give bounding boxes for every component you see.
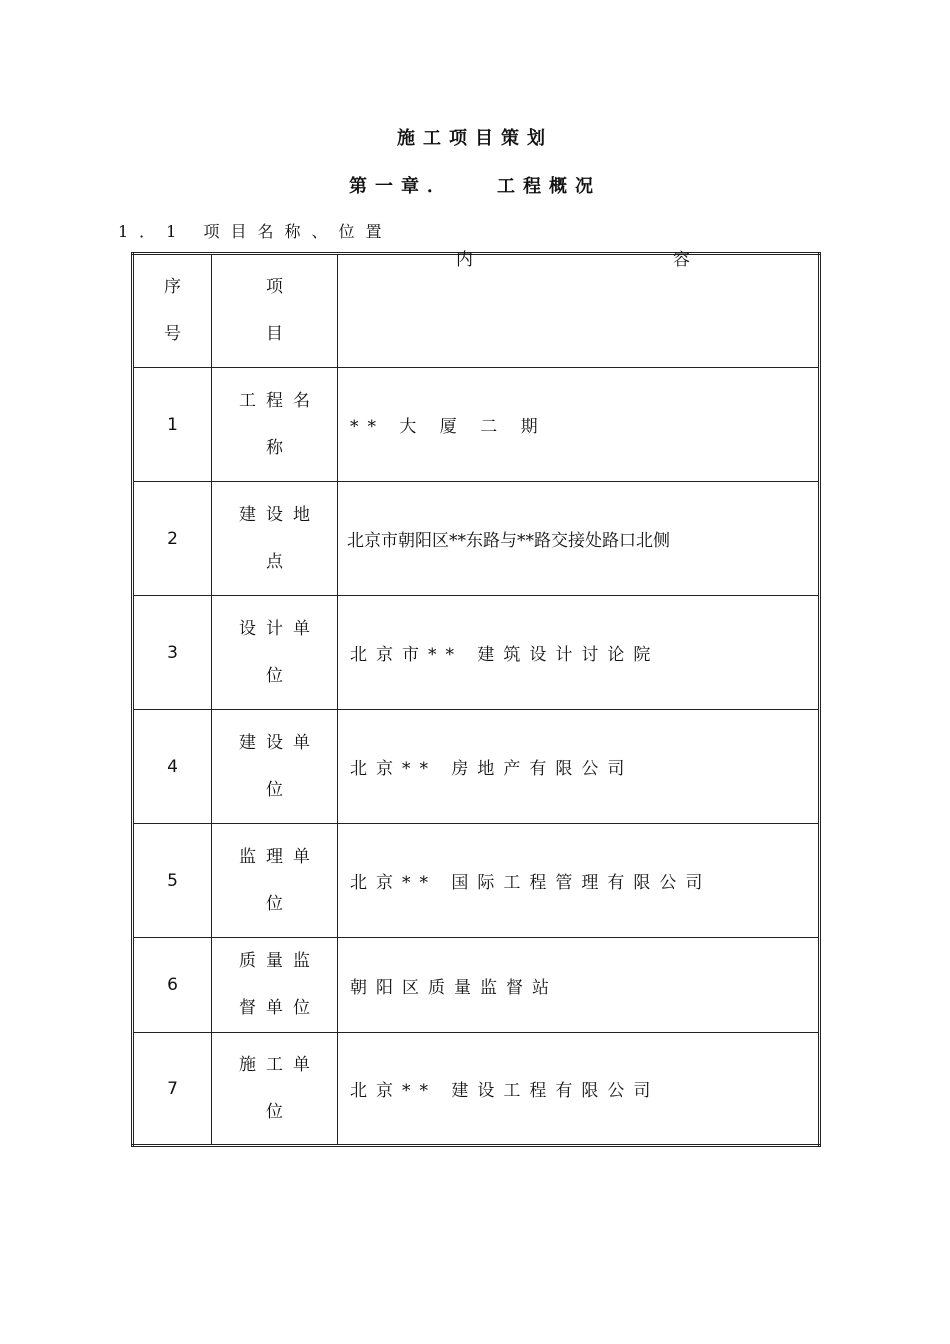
row-number: 2 [133,482,212,596]
row-content: 北京** 国际工程管理有限公司 [338,824,820,938]
row-content: 朝阳区质量监督站 [338,938,820,1033]
row-item-line2: 位 [266,893,293,914]
header-no-line2: 号 [164,324,181,344]
row-item [212,1033,338,1146]
row-item [212,938,338,1033]
row-item-line1: 施工单 [239,1054,320,1075]
row-item-line2: 点 [266,551,293,572]
header-content-right: 容 [673,250,690,270]
table-row [133,596,820,710]
row-content: 北京市朝阳区**东路与**路交接处路口北侧 [338,482,820,596]
row-item-line1: 建设地 [239,504,320,525]
row-content: ** 大 厦 二 期 [338,368,820,482]
row-content: 北京** 房地产有限公司 [338,710,820,824]
table-row [133,482,820,596]
row-number: 7 [133,1033,212,1146]
table-row [133,1033,820,1146]
header-item-line1: 项 [266,277,293,297]
chapter-number: 第一章． [349,176,453,197]
row-item-line2: 位 [266,779,293,800]
header-no-line1: 序 [164,277,181,297]
row-item [212,482,338,596]
header-content-left: 内 [456,250,473,270]
row-item-line1: 设计单 [239,618,320,639]
table-row [133,710,820,824]
row-number: 3 [133,596,212,710]
row-item-line1: 监理单 [239,846,320,867]
header-item-cell [212,254,338,368]
row-item-line2: 督单位 [239,998,320,1018]
section-heading: 1．1 项目名称、位置 [118,222,393,241]
row-number: 5 [133,824,212,938]
row-item-line2: 位 [266,665,293,686]
row-item [212,710,338,824]
header-content-cell [338,250,820,368]
row-item [212,596,338,710]
row-item-line1: 建设单 [239,732,320,753]
document-title: 施工项目策划 [397,128,553,149]
chapter-name: 工程概况 [497,176,601,197]
row-number: 4 [133,710,212,824]
project-info-table [131,252,821,1147]
row-number: 1 [133,368,212,482]
row-item [212,824,338,938]
row-item-line2: 称 [266,437,293,458]
table-row [133,824,820,938]
table-row [133,368,820,482]
header-no-cell [133,254,212,368]
row-item-line1: 工程名 [239,390,320,411]
table-header-row [133,254,820,368]
row-content: 北京市** 建筑设计讨论院 [338,596,820,710]
header-item-line2: 目 [266,324,293,344]
row-item-line2: 位 [266,1101,293,1122]
row-content: 北京** 建设工程有限公司 [338,1033,820,1146]
chapter-title [0,172,950,198]
row-item [212,368,338,482]
table-row [133,938,820,1033]
row-number: 6 [133,938,212,1033]
row-item-line1: 质量监 [239,951,320,971]
